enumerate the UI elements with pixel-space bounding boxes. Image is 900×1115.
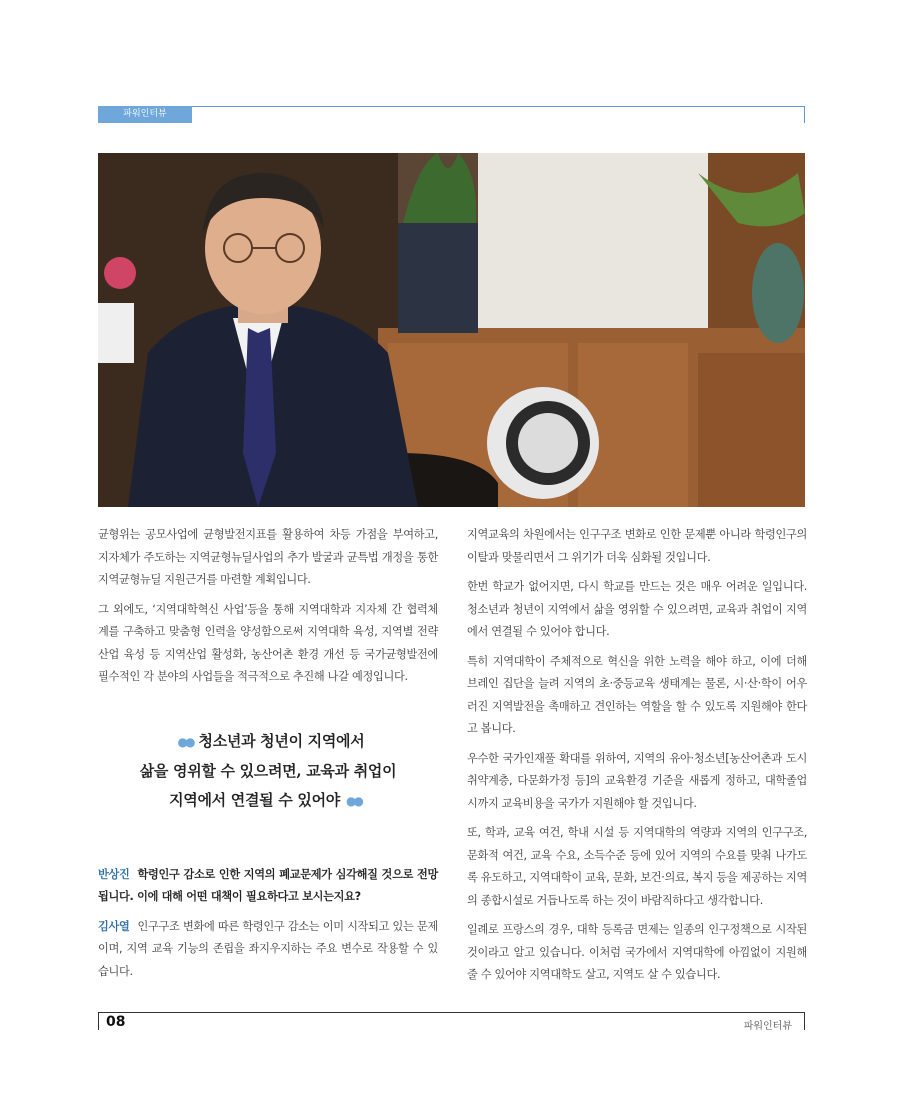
quote-line: 지역에서 연결될 수 있어야 [169,790,340,809]
footer-rule [98,1012,805,1030]
question-speaker: 반상진 [98,867,130,881]
pull-quote [98,727,438,816]
paragraph: 균형위는 공모사업에 균형발전지표를 활용하여 차등 가점을 부여하고, 지자체가 주도하는 지역균형뉴딜사업의 추가 발굴과 균특법 개정을 통한 지역균형뉴딜 지원근거를 마련할 계획입니다. [98,528,438,586]
paragraph: 또, 학과, 교육 여건, 학내 시설 등 지역대학의 역량과 지역의 인구구조, 문화적 여건, 교육 수요, 소득수준 등에 있어 지역의 수요를 맞춰 나가도록 유도하고, 지역대학이 교육, 문화, 보건·의료, 복지 등을 제공하는 지역의 종합시설로 거듭나도록 하는 것이 바람직하다고 생각합니다. [467,826,807,907]
quote-line: 청소년과 청년이 지역에서 [198,731,365,750]
interview-question [98,864,438,909]
question-text: 학령인구 감소로 인한 지역의 폐교문제가 심각해질 것으로 전망됩니다. 이에 대해 어떤 대책이 필요하다고 보시는지요? [98,867,438,903]
paragraph: 특히 지역대학이 주체적으로 혁신을 위한 노력을 해야 하고, 이에 더해 브레인 집단을 늘려 지역의 초·중등교육 생태계는 물론, 시·산·학이 어우러진 지역발전을 촉매하고 견인하는 역할을 할 수 있도록 지원해야 한다고 봅니다. [467,654,807,735]
interview-photo [98,153,805,507]
page-number: 08 [106,1014,126,1030]
quote-line: 삶을 영위할 수 있으려면, 교육과 취업이 [139,761,397,780]
quote-open-icon: ●● [177,734,193,749]
right-column [467,524,807,994]
left-column [98,524,438,990]
paragraph: 그 외에도, ‘지역대학혁신 사업’등을 통해 지역대학과 지자체 간 협력체계를 구축하고 맞춤형 인력을 양성함으로써 지역대학 육성, 지역별 전략산업 육성 등 지역산업 활성화, 농산어촌 환경 개선 등 국가균형발전에 필수적인 각 분야의 사업들을 적극적으로 추진해 나갈 예정입니다. [98,602,438,683]
paragraph: 우수한 국가인재풀 확대를 위하여, 지역의 유아·청소년[농산어촌과 도시취약계층, 다문화가정 등]의 교육환경 기준을 새롭게 정하고, 대학졸업 시까지 교육비용을 국가가 지원해야 할 것입니다. [467,751,807,810]
header-rule [98,106,805,123]
paragraph: 한번 학교가 없어지면, 다시 학교를 만드는 것은 매우 어려운 일입니다. 청소년과 청년이 지역에서 삶을 영위할 수 있으려면, 교육과 취업이 지역에서 연결될 수 있어야 합니다. [467,580,807,638]
section-tab: 파워인터뷰 [98,106,192,123]
interview-answer [98,916,438,984]
paragraph: 일례로 프랑스의 경우, 대학 등록금 면제는 일종의 인구정책으로 시작된 것이라고 알고 있습니다. 이처럼 국가에서 지역대학에 아낌없이 지원해 줄 수 있어야 지역대학도 살고, 지역도 살 수 있습니다. [467,923,807,981]
quote-close-icon: ●● [345,793,361,808]
paragraph: 지역교육의 차원에서는 인구구조 변화로 인한 문제뿐 아니라 학령인구의 이탈과 맞물리면서 그 위기가 더욱 심화될 것입니다. [467,528,807,564]
footer-label: 파워인터뷰 [743,1021,792,1032]
answer-text: 인구구조 변화에 따른 학령인구 감소는 이미 시작되고 있는 문제이며, 지역 교육 기능의 존립을 좌지우지하는 주요 변수로 작용할 수 있습니다. [98,919,438,978]
answer-speaker: 김사열 [98,919,130,933]
